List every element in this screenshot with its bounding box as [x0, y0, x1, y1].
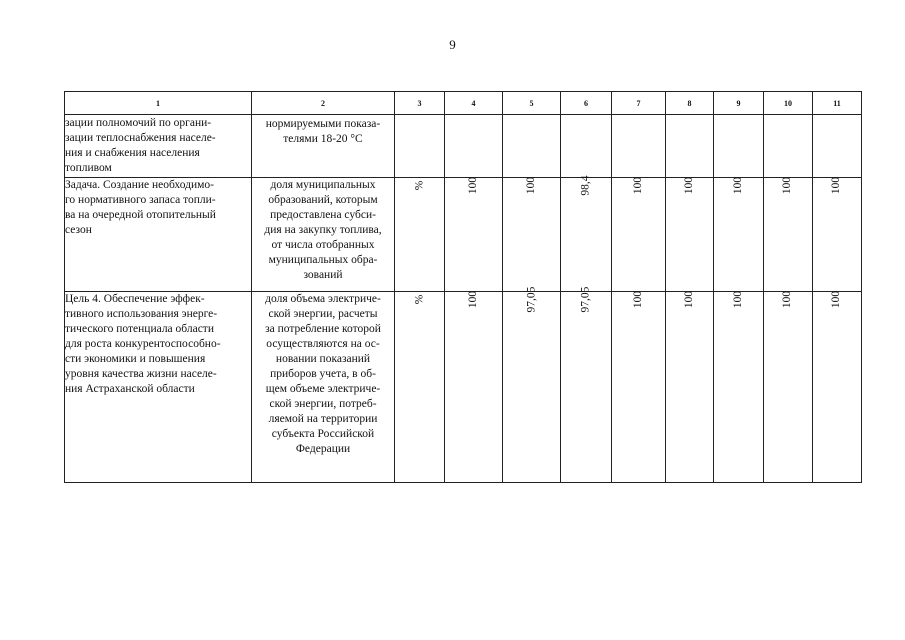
- goal-text: зации полномочий по органи- зации теплоснабжения населе- ния и снабжения населения топливом: [65, 117, 216, 174]
- value-cell: [714, 115, 764, 178]
- value-text: 100: [683, 176, 695, 195]
- column-header: 3: [395, 92, 445, 115]
- column-header: 1: [65, 92, 252, 115]
- goal-cell: [65, 292, 252, 483]
- value-cell: [445, 115, 503, 178]
- column-header: 5: [503, 92, 561, 115]
- column-header: 7: [612, 92, 666, 115]
- value-text: 97,05: [579, 286, 592, 313]
- value-cell: [666, 178, 714, 292]
- table-row: [65, 292, 862, 483]
- indicator-text: нормируемыми показа- телями 18-20 °С: [265, 118, 381, 145]
- indicator-cell: [252, 292, 395, 483]
- value-text: 100: [830, 290, 843, 309]
- value-text: 100: [467, 176, 479, 195]
- goal-text: Задача. Создание необходимо- го нормативного запаса топли- ва на очередной отопительный сезон: [65, 179, 216, 236]
- table-header-row: [65, 92, 862, 115]
- value-text: 97,05: [525, 286, 537, 313]
- value-cell: [813, 178, 862, 292]
- indicator-cell: [252, 178, 395, 292]
- value-text: 100: [632, 290, 644, 309]
- value-text: 100: [732, 290, 744, 309]
- value-cell: [612, 178, 666, 292]
- value-text: 100: [732, 176, 744, 195]
- unit-cell: [395, 292, 445, 483]
- column-header: 4: [445, 92, 503, 115]
- column-header: 2: [252, 92, 395, 115]
- table-row: [65, 115, 862, 178]
- value-text: 100: [781, 290, 794, 309]
- value-text: 100: [467, 290, 479, 309]
- value-cell: [714, 292, 764, 483]
- value-text: 100: [683, 290, 695, 309]
- column-header: 11: [813, 92, 862, 115]
- indicator-text: доля объема электриче- ской энергии, расчеты за потребление которой осуществляются на ос- новании показаний приборов учета, в об- щем объеме электриче- ской энергии, потреб- ляемой на территории субъекта Российской Федерации: [265, 293, 381, 455]
- value-cell: [561, 175, 612, 292]
- column-header: 10: [764, 92, 813, 115]
- unit-text: %: [413, 180, 425, 191]
- value-cell: [503, 178, 561, 292]
- value-text: 100: [781, 176, 794, 195]
- column-header: 9: [714, 92, 764, 115]
- value-cell: [503, 115, 561, 178]
- value-cell: [764, 178, 813, 292]
- value-cell: [503, 286, 561, 483]
- indicator-cell: [252, 115, 395, 178]
- value-cell: [612, 115, 666, 178]
- goal-cell: [65, 178, 252, 292]
- column-header: 8: [666, 92, 714, 115]
- value-cell: [561, 115, 612, 178]
- value-cell: [764, 115, 813, 178]
- value-cell: [445, 292, 503, 483]
- unit-text: %: [413, 294, 425, 305]
- value-cell: [714, 178, 764, 292]
- value-cell: [813, 115, 862, 178]
- value-cell: [813, 292, 862, 483]
- value-cell: [561, 286, 612, 483]
- indicator-text: доля муниципальных образований, которым предоставлена субси- дия на закупку топлива, от числа отобранных муниципальных обра- зований: [264, 179, 382, 281]
- value-text: 100: [830, 176, 843, 195]
- value-text: 100: [525, 176, 537, 195]
- table-row: [65, 178, 862, 292]
- value-cell: [612, 292, 666, 483]
- value-text: 100: [632, 176, 644, 195]
- value-cell: [764, 292, 813, 483]
- value-cell: [666, 292, 714, 483]
- goal-text: Цель 4. Обеспечение эффек- тивного использования энерге- тического потенциала области для роста конкурентоспособно- сти экономики и повышения уровня качества жизни населе- ния Астраханской области: [65, 293, 221, 395]
- value-cell: [666, 115, 714, 178]
- page-number: 9: [449, 37, 456, 52]
- column-header: 6: [561, 92, 612, 115]
- goal-cell: [65, 115, 252, 178]
- indicators-table: [64, 91, 862, 483]
- unit-cell: [395, 115, 445, 178]
- value-text: 98,4: [579, 175, 592, 196]
- value-cell: [445, 178, 503, 292]
- unit-cell: [395, 178, 445, 292]
